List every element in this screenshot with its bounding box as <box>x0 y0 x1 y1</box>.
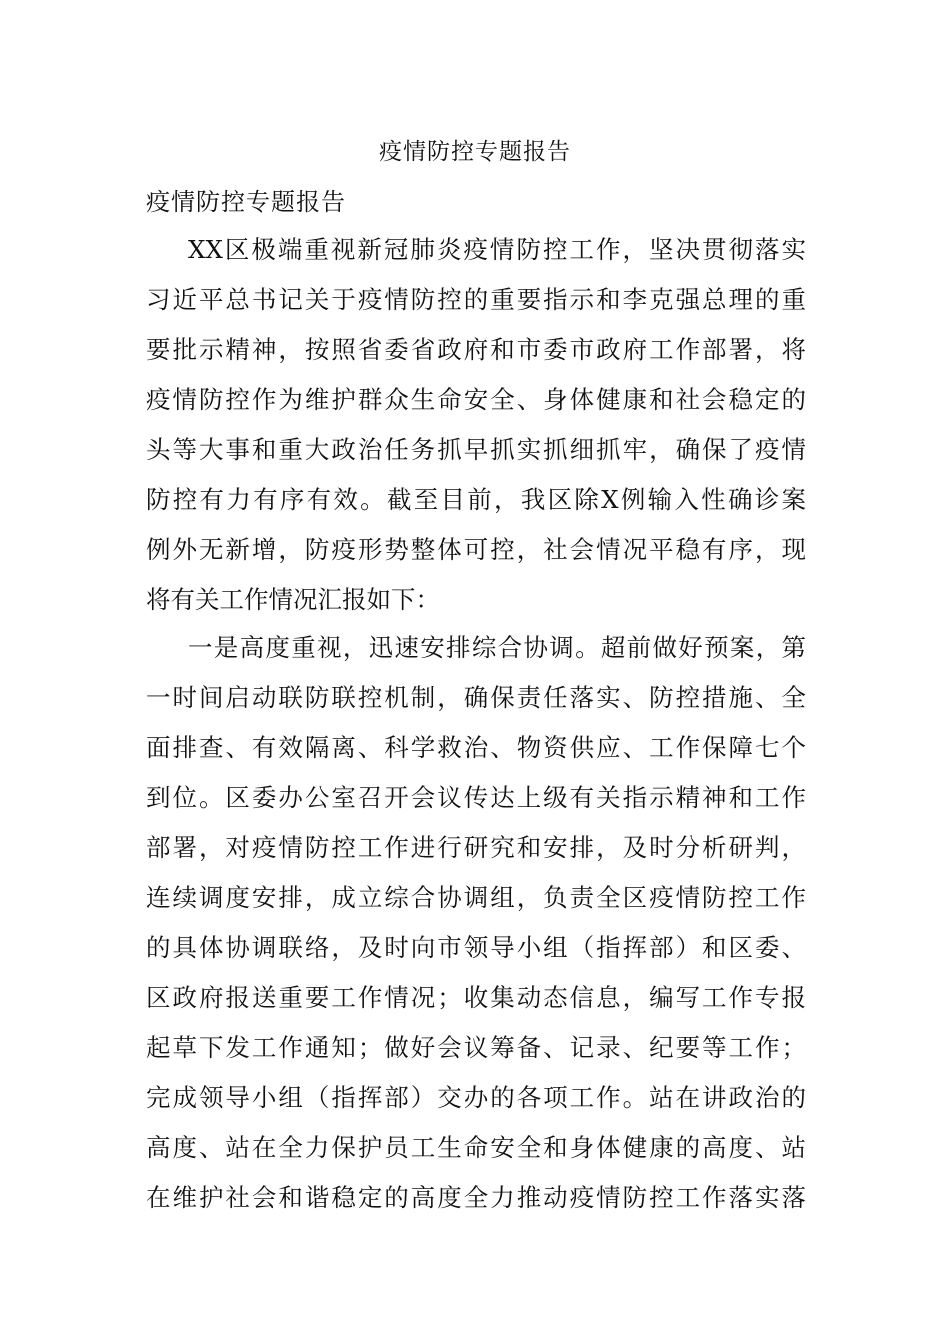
paragraph-line: 一是高度重视，迅速安排综合协调。超前做好预案，第 <box>188 633 806 662</box>
paragraph-line: 习近平总书记关于疫情防控的重要指示和李克强总理的重 <box>146 285 806 314</box>
paragraph-line: 面排查、有效隔离、科学救治、物资供应、工作保障七个 <box>146 733 806 762</box>
paragraph-line: 例外无新增，防疫形势整体可控，社会情况平稳有序，现 <box>146 535 806 564</box>
paragraph-line: 高度、站在全力保护员工生命安全和身体健康的高度、站 <box>146 1133 806 1162</box>
paragraph-line: 部署，对疫情防控工作进行研究和安排，及时分析研判， <box>146 833 806 862</box>
paragraph-line: 在维护社会和谐稳定的高度全力推动疫情防控工作落实落 <box>146 1183 806 1212</box>
paragraph-line: 一时间启动联防联控机制，确保责任落实、防控措施、全 <box>146 683 806 712</box>
paragraph-line: 起草下发工作通知；做好会议筹备、记录、纪要等工作； <box>146 1033 806 1062</box>
paragraph-line: 连续调度安排，成立综合协调组，负责全区疫情防控工作 <box>146 883 806 912</box>
paragraph-line: 区政府报送重要工作情况；收集动态信息，编写工作专报 <box>146 983 806 1012</box>
paragraph-line: 到位。区委办公室召开会议传达上级有关指示精神和工作 <box>146 783 806 812</box>
paragraph-line: 将有关工作情况汇报如下： <box>146 585 440 614</box>
paragraph-line: 完成领导小组（指挥部）交办的各项工作。站在讲政治的 <box>146 1083 806 1112</box>
paragraph-line: 头等大事和重大政治任务抓早抓实抓细抓牢，确保了疫情 <box>146 435 806 464</box>
document-subtitle: 疫情防控专题报告 <box>146 188 346 216</box>
paragraph-line: 疫情防控作为维护群众生命安全、身体健康和社会稳定的 <box>146 385 806 414</box>
paragraph-line: 要批示精神，按照省委省政府和市委市政府工作部署，将 <box>146 335 806 364</box>
paragraph-line: 的具体协调联络，及时向市领导小组（指挥部）和区委、 <box>146 933 806 962</box>
paragraph-line: XX区极端重视新冠肺炎疫情防控工作，坚决贯彻落实 <box>188 235 806 264</box>
paragraph-line: 防控有力有序有效。截至目前，我区除X例输入性确诊案 <box>146 485 806 514</box>
document-title: 疫情防控专题报告 <box>379 139 571 165</box>
